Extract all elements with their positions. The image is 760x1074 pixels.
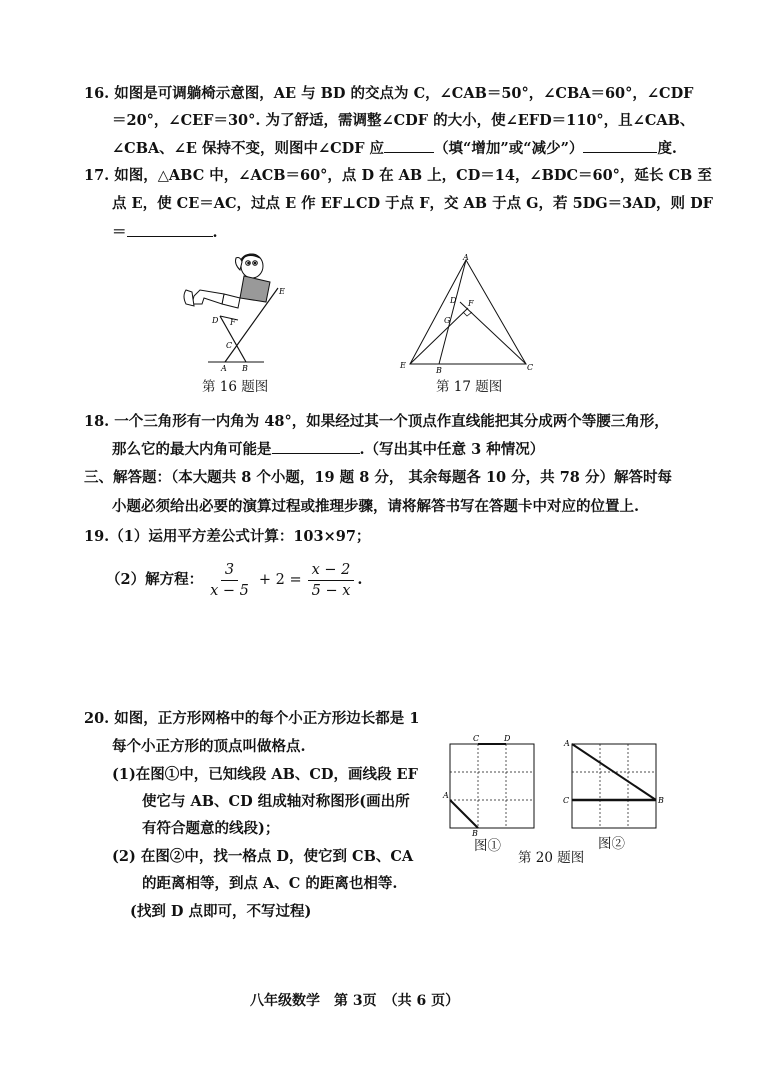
q20-line-2: 每个小正方形的顶点叫做格点.	[112, 738, 306, 755]
q20-line-6: (2) 在图②中，找一格点 D，使它到 CB、CA	[112, 848, 414, 865]
q16-person-feet	[184, 290, 194, 306]
q16-label-F: F	[230, 318, 236, 327]
q20-line-4: 使它与 AB、CD 组成轴对称图形(画出所	[142, 793, 410, 810]
section3-line-1: 三、解答题：（本大题共 8 个小题，19 题 8 分， 其余每题各 10 分，共 78 分）解答时每	[84, 469, 672, 486]
q18-line-2b: .（写出其中任意 3 种情况）	[359, 441, 545, 458]
q16-line-1: 16. 如图是可调躺椅示意图，AE 与 BD 的交点为 C，∠CAB＝50°，∠CBA＝60°，∠CDF	[84, 85, 694, 102]
q17-line-3	[112, 222, 218, 243]
q19-part-2-label: （2）解方程：	[106, 571, 204, 588]
q19-fraction-1	[206, 560, 253, 601]
q19-part-1: 19.（1）运用平方差公式计算：103×97；	[84, 528, 371, 545]
q17-line-1: 17. 如图，△ABC 中，∠ACB＝60°，点 D 在 AB 上，CD＝14，∠BDC＝60°，延长 CB 至	[84, 167, 712, 184]
q20-fig1-label-B: B	[472, 829, 478, 838]
q17-label-A: A	[463, 253, 469, 262]
q16-line-3b: （填“增加”或“减少”）	[434, 140, 584, 157]
q19-fraction-2-numerator: x − 2	[308, 560, 355, 581]
q16-line-3a: ∠CBA、∠E 保持不变，则图中∠CDF 应	[112, 140, 385, 157]
q16-label-A: A	[221, 364, 227, 373]
q19-fraction-1-numerator: 3	[221, 560, 238, 581]
q17-triangle-AEC	[410, 260, 526, 364]
q17-segment-DC	[460, 302, 526, 364]
q20-line-3: (1)在图①中，已知线段 AB、CD，画线段 EF	[112, 766, 418, 783]
q20-caption: 第 20 题图	[518, 850, 585, 866]
q20-line-8: (找到 D 点即可，不写过程)	[130, 903, 312, 920]
q16-person-drawing	[184, 254, 270, 308]
q17-label-B: B	[436, 366, 442, 375]
q20-line-5: 有符合题意的线段)；	[142, 820, 280, 837]
q16-label-C: C	[226, 341, 233, 350]
q18-answer-blank	[272, 439, 360, 454]
section3-line-2: 小题必须给出必要的演算过程或推理步骤，请将解答书写在答题卡中对应的位置上.	[112, 498, 640, 515]
q17-figure	[398, 252, 538, 374]
q20-fig2-gridlines	[572, 744, 656, 828]
q16-label-E: E	[279, 287, 285, 296]
q17-line-2: 点 E，使 CE＝AC，过点 E 作 EF⊥CD 于点 F，交 AB 于点 G，若 5DG＝3AD，则 DF	[112, 195, 713, 212]
q20-fig1-segment-AB	[450, 800, 478, 828]
q20-fig1-gridlines	[450, 744, 534, 828]
q17-caption: 第 17 题图	[436, 379, 503, 395]
q16-line-2: ＝20°，∠CEF＝30°. 为了舒适，需调整∠CDF 的大小，使∠EFD＝110°，且∠CAB、	[112, 112, 695, 129]
q18-line-2	[112, 439, 544, 460]
q16-person-shorts	[222, 294, 240, 308]
q18-line-2a: 那么它的最大内角可能是	[112, 441, 272, 458]
q16-line-3	[112, 138, 677, 159]
q17-label-E: E	[400, 361, 406, 370]
q20-figure-1	[443, 734, 536, 840]
q17-label-D: D	[450, 296, 457, 305]
q20-line-1: 20. 如图，正方形网格中的每个小正方形边长都是 1	[84, 710, 420, 727]
q16-answer-blank-1	[384, 138, 434, 153]
q17-line-3-end: .	[212, 224, 218, 241]
q16-figure	[180, 250, 290, 372]
page-footer: 八年级数学 第 3页 （共 6 页）	[250, 993, 460, 1009]
q19-fraction-1-denominator: x − 5	[210, 582, 249, 599]
q20-figure-2	[563, 739, 666, 840]
q20-fig1-caption: 图①	[474, 838, 501, 854]
q16-person-pupil-right	[254, 262, 256, 264]
q17-right-angle-mark	[463, 312, 472, 316]
q19-part-2	[106, 558, 362, 602]
q20-fig2-border	[572, 744, 656, 828]
q20-fig1-border	[450, 744, 534, 828]
q20-fig1-label-D: D	[504, 734, 511, 743]
q19-plus-two: + 2 =	[258, 572, 302, 588]
q17-segment-EF	[410, 308, 468, 364]
q17-label-F: F	[468, 299, 474, 308]
q16-person-body	[240, 276, 270, 302]
q17-answer-blank	[127, 222, 213, 237]
q20-fig2-label-B: B	[658, 796, 664, 805]
q20-fig1-label-C: C	[473, 734, 480, 743]
q19-fraction-2	[308, 560, 355, 601]
q16-caption: 第 16 题图	[202, 379, 269, 395]
q16-label-D: D	[212, 316, 219, 325]
q16-person-pupil-left	[248, 262, 250, 264]
q16-label-B: B	[242, 364, 248, 373]
q19-period: .	[357, 571, 363, 588]
q20-fig1-label-A: A	[443, 791, 449, 800]
q16-answer-blank-2	[583, 138, 657, 153]
q20-fig2-caption: 图②	[598, 836, 625, 852]
q17-label-C: C	[527, 363, 534, 372]
q20-fig2-label-C: C	[563, 796, 570, 805]
q20-line-7: 的距离相等，到点 A、C 的距离也相等.	[142, 875, 398, 892]
q16-line-3c: 度.	[657, 140, 677, 157]
q17-segment-AB	[439, 260, 466, 364]
q20-fig2-label-A: A	[564, 739, 570, 748]
q16-person-legs	[192, 290, 224, 304]
q19-fraction-2-denominator: 5 − x	[311, 582, 351, 599]
q17-label-G: G	[444, 316, 451, 325]
q17-line-3a: ＝	[112, 224, 127, 241]
q18-line-1: 18. 一个三角形有一内角为 48°，如果经过其一个顶点作直线能把其分成两个等腰三角形，	[84, 413, 669, 430]
